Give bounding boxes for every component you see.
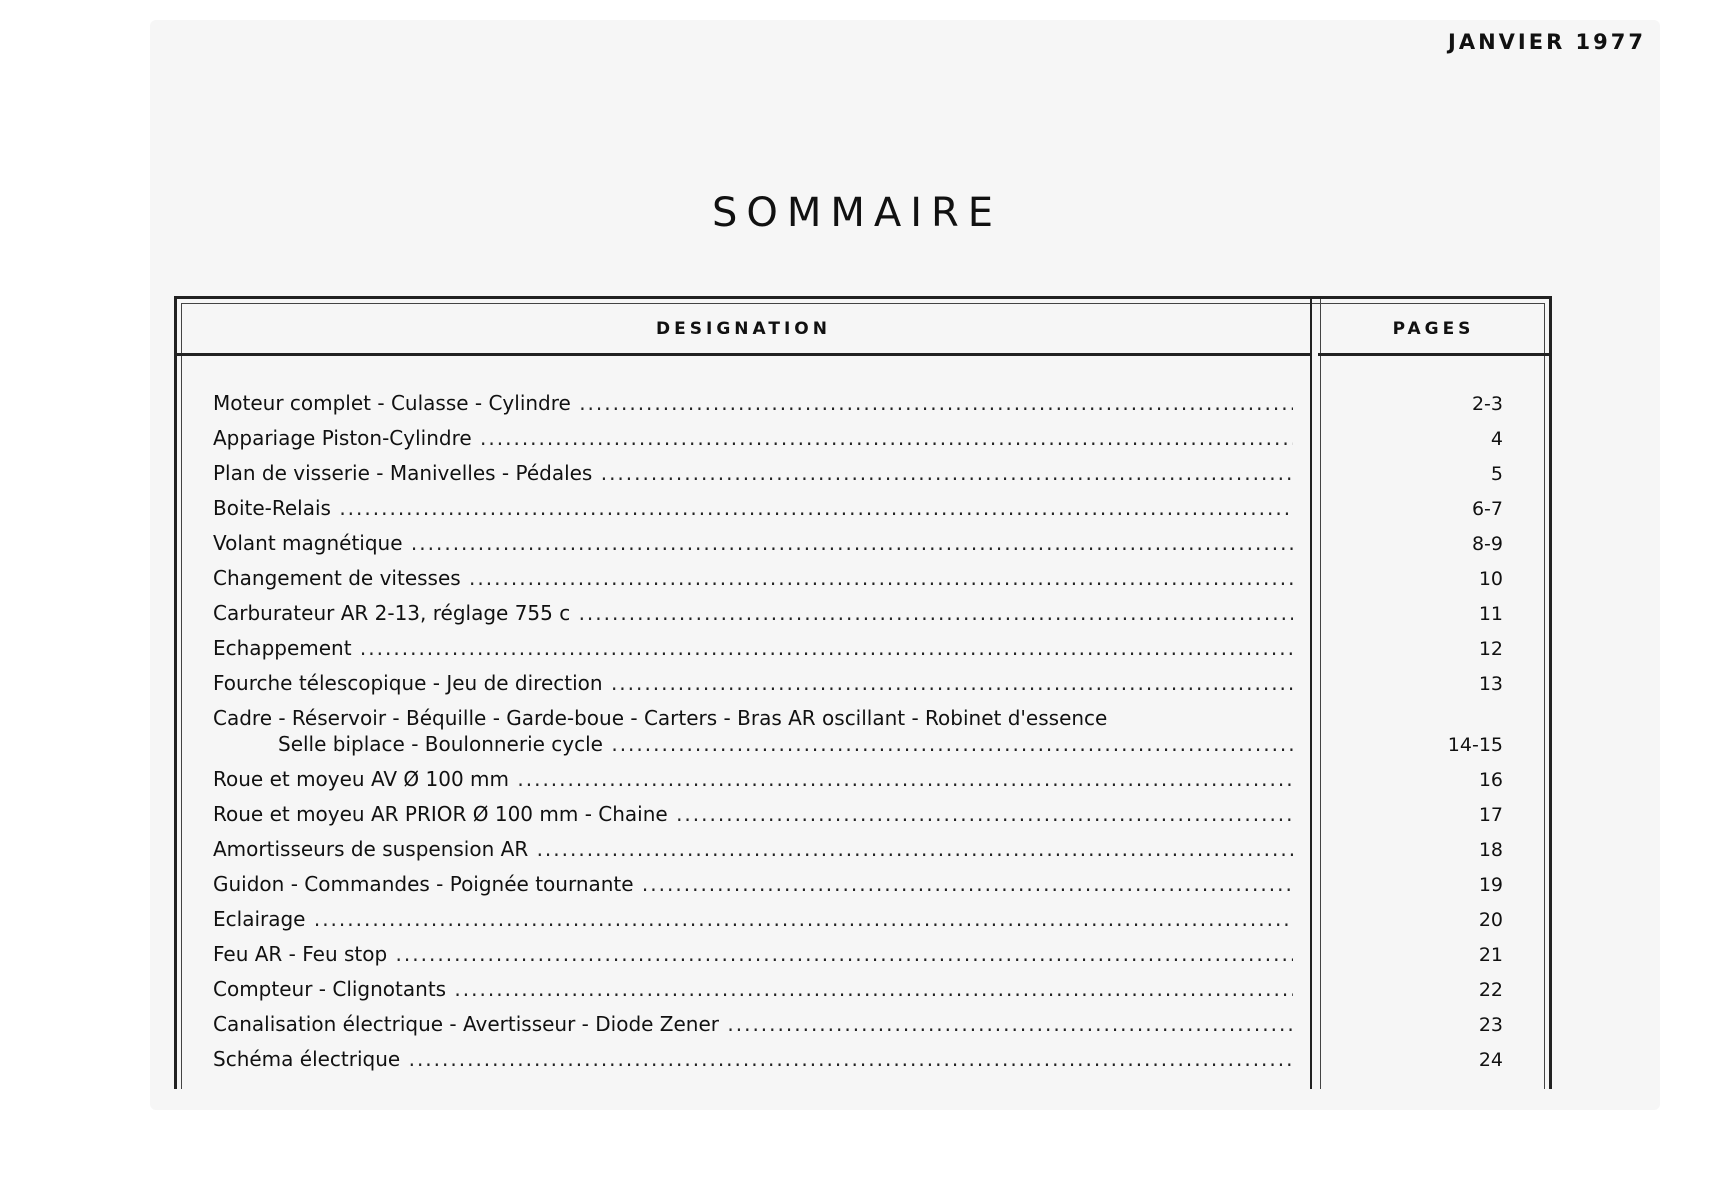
toc-entry-label: Echappement (213, 636, 352, 660)
toc-row (213, 527, 1503, 562)
toc-row (213, 1008, 1503, 1043)
toc-entry-label: Volant magnétique (213, 531, 403, 555)
toc-entry-label: Fourche télescopique - Jeu de direction (213, 671, 603, 695)
toc-row (213, 702, 1503, 763)
toc-row (213, 833, 1503, 868)
designation-column-header: DESIGNATION (656, 319, 831, 339)
pages-column-header: PAGES (1392, 319, 1475, 339)
toc-entry-label: Appariage Piston-Cylindre (213, 426, 472, 450)
toc-entry-pages: 2-3 (1471, 393, 1503, 415)
toc-entry-pages: 18 (1478, 839, 1503, 861)
toc-row (213, 562, 1503, 597)
toc-entry-pages: 21 (1478, 944, 1503, 966)
toc-entry-pages: 16 (1478, 769, 1503, 791)
toc-entry-label: Roue et moyeu AR PRIOR Ø 100 mm - Chaine (213, 802, 668, 826)
toc-entry-label: Canalisation électrique - Avertisseur - Diode Zener (213, 1012, 720, 1036)
toc-entry-pages: 23 (1478, 1014, 1503, 1036)
toc-entry-label: Moteur complet - Culasse - Cylindre (213, 391, 571, 415)
toc-entry-label-continued: Selle biplace - Boulonnerie cycle (278, 732, 603, 756)
toc-row (213, 763, 1503, 798)
toc-entry-pages: 24 (1478, 1049, 1503, 1071)
toc-row (213, 868, 1503, 903)
toc-entry-pages: 11 (1478, 603, 1503, 625)
toc-row (213, 597, 1503, 632)
toc-row (213, 387, 1503, 422)
document-date: JANVIER 1977 (1448, 30, 1646, 54)
toc-entry-label: Eclairage (213, 907, 306, 931)
toc-row (213, 973, 1503, 1008)
toc-entry-pages: 22 (1478, 979, 1503, 1001)
toc-entry-pages: 19 (1478, 874, 1503, 896)
header-rule-pages (1318, 353, 1549, 356)
toc-entry-label: Carburateur AR 2-13, réglage 755 c (213, 601, 571, 625)
toc-entry-label: Plan de visserie - Manivelles - Pédales (213, 461, 593, 485)
toc-row (213, 492, 1503, 527)
toc-entry-pages: 12 (1478, 638, 1503, 660)
toc-rows (213, 387, 1503, 1078)
toc-row (213, 798, 1503, 833)
toc-row (213, 667, 1503, 702)
page-title: SOMMAIRE (711, 190, 1003, 236)
toc-row (213, 938, 1503, 973)
toc-entry-label: Feu AR - Feu stop (213, 942, 388, 966)
toc-entry-pages: 20 (1478, 909, 1503, 931)
toc-row (213, 903, 1503, 938)
toc-entry-pages: 14-15 (1447, 734, 1503, 756)
toc-entry-pages: 10 (1478, 568, 1503, 590)
toc-row (213, 457, 1503, 492)
toc-entry-label: Changement de vitesses (213, 566, 461, 590)
table-of-contents (174, 296, 1552, 1089)
toc-entry-label: Compteur - Clignotants (213, 977, 447, 1001)
toc-entry-label: Roue et moyeu AV Ø 100 mm (213, 767, 510, 791)
toc-row (213, 632, 1503, 667)
toc-entry-pages: 8-9 (1471, 533, 1503, 555)
toc-entry-pages: 4 (1490, 428, 1503, 450)
toc-row (213, 1043, 1503, 1078)
toc-entry-pages: 13 (1478, 673, 1503, 695)
header-rule-designation (177, 353, 1310, 356)
toc-row (213, 422, 1503, 457)
toc-entry-label: Schéma électrique (213, 1047, 401, 1071)
toc-entry-label: Amortisseurs de suspension AR (213, 837, 529, 861)
toc-entry-label: Cadre - Réservoir - Béquille - Garde-boue - Carters - Bras AR oscillant - Robinet d'essence (213, 706, 1108, 730)
toc-entry-label: Boite-Relais (213, 496, 331, 520)
toc-entry-pages: 5 (1490, 463, 1503, 485)
toc-entry-pages: 6-7 (1471, 498, 1503, 520)
toc-entry-label: Guidon - Commandes - Poignée tournante (213, 872, 634, 896)
toc-entry-pages: 17 (1478, 804, 1503, 826)
